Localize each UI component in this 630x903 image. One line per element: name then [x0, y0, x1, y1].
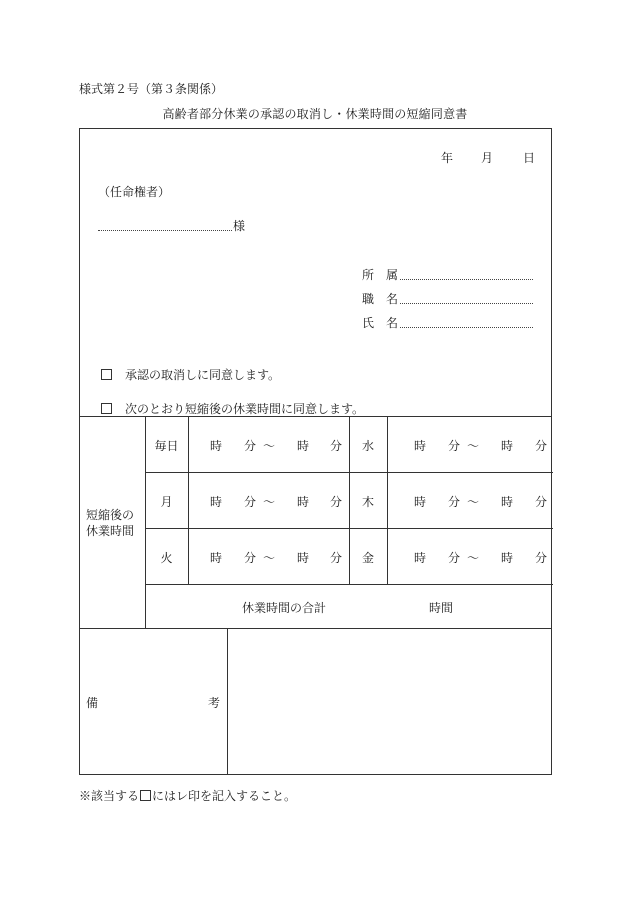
position-label: 職 名	[362, 292, 399, 306]
start-minute-label: 分	[244, 551, 257, 565]
shortened-hours-header-line2: 休業時間	[86, 524, 135, 538]
shortened-hours-header-line1: 短縮後の	[86, 508, 135, 522]
date-month-label: 月	[481, 151, 494, 165]
end-minute-label: 分	[330, 439, 343, 453]
tilde: 〜	[467, 495, 480, 509]
end-minute-label: 分	[330, 495, 343, 509]
affiliation-field[interactable]	[400, 279, 533, 280]
start-hour-label: 時	[414, 551, 427, 565]
end-minute-label: 分	[330, 551, 343, 565]
day-column-divider	[188, 416, 189, 584]
day-label-wed: 水	[361, 439, 374, 453]
end-minute-label: 分	[535, 439, 548, 453]
schedule-top-border	[80, 416, 551, 417]
end-minute-label: 分	[535, 551, 548, 565]
start-minute-label: 分	[244, 439, 257, 453]
note-suffix: にはレ印を記入すること。	[152, 789, 297, 803]
remarks-label-left: 備	[86, 696, 99, 710]
shorten-hours-checkbox[interactable]	[101, 403, 112, 414]
start-hour-label: 時	[210, 439, 223, 453]
start-hour-label: 時	[210, 551, 223, 565]
shorten-hours-text: 次のとおり短縮後の休業時間に同意します。	[125, 402, 365, 416]
tilde: 〜	[263, 551, 276, 565]
total-hours-label: 休業時間の合計	[242, 601, 327, 615]
day-label-thu: 木	[361, 495, 374, 509]
start-hour-label: 時	[414, 495, 427, 509]
tilde: 〜	[263, 495, 276, 509]
tilde: 〜	[467, 439, 480, 453]
tilde: 〜	[467, 551, 480, 565]
note-checkbox-symbol	[140, 790, 151, 801]
start-hour-label: 時	[210, 495, 223, 509]
end-hour-label: 時	[297, 439, 310, 453]
total-hours-unit: 時間	[429, 601, 454, 615]
addressee-honorific: 様	[233, 219, 246, 233]
affiliation-label: 所 属	[362, 268, 399, 282]
day-label-daily: 毎日	[154, 439, 179, 453]
instruction-note	[79, 787, 296, 804]
remarks-label-right: 考	[208, 696, 221, 710]
start-minute-label: 分	[448, 495, 461, 509]
end-hour-label: 時	[501, 439, 514, 453]
note-prefix: ※該当する	[79, 789, 140, 803]
name-label: 氏 名	[362, 316, 399, 330]
remarks-field[interactable]	[228, 629, 552, 774]
end-hour-label: 時	[297, 551, 310, 565]
end-hour-label: 時	[297, 495, 310, 509]
start-minute-label: 分	[244, 495, 257, 509]
start-minute-label: 分	[448, 551, 461, 565]
form-number: 様式第２号（第３条関係）	[79, 82, 224, 96]
schedule-row-border	[145, 584, 553, 585]
tilde: 〜	[263, 439, 276, 453]
appointing-authority-label: （任命権者）	[98, 185, 171, 199]
position-field[interactable]	[400, 303, 533, 304]
form-box	[79, 128, 552, 775]
date-year-label: 年	[441, 151, 454, 165]
name-field[interactable]	[400, 327, 533, 328]
start-minute-label: 分	[448, 439, 461, 453]
day-label-fri: 金	[361, 551, 374, 565]
day-label-mon: 月	[160, 495, 173, 509]
addressee-name-field[interactable]	[98, 230, 232, 231]
day-label-tue: 火	[160, 551, 173, 565]
day-column-divider	[387, 416, 388, 584]
end-minute-label: 分	[535, 495, 548, 509]
end-hour-label: 時	[501, 495, 514, 509]
document-title: 高齢者部分休業の承認の取消し・休業時間の短縮同意書	[162, 107, 468, 121]
date-day-label: 日	[523, 151, 536, 165]
cancel-approval-checkbox[interactable]	[101, 369, 112, 380]
end-hour-label: 時	[501, 551, 514, 565]
cancel-approval-text: 承認の取消しに同意します。	[125, 368, 281, 382]
start-hour-label: 時	[414, 439, 427, 453]
